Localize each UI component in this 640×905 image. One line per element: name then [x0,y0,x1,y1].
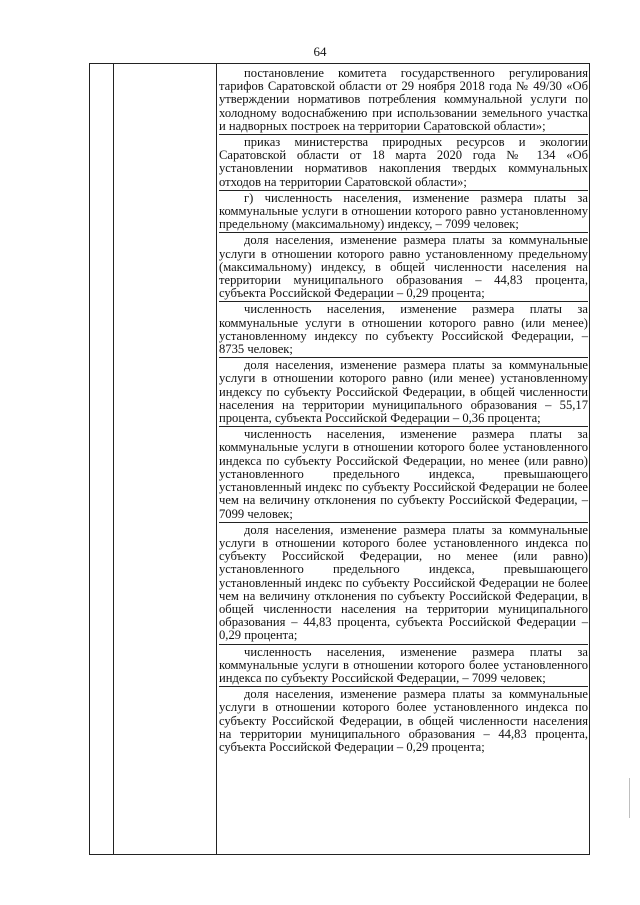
paragraph-population-above-index: численность населения, изменение размера платы за коммунальные услуги в отношении которого более установленного индекса по субъекту Российской Федерации, – 7099 человек; [219,646,588,688]
page-number: 64 [313,44,327,59]
paragraph-share-within-deviation: доля населения, изменение размера платы за коммунальные услуги в отношении которого более установленного индекса по субъекту Российской Федерации, но менее (или равно) установленного предельного индекса, превышающего установленный индекс по субъекту Российской Федерации не более чем на величину отклонения по субъекту Российской Федерации, в общей численности населения на территории муниципального образования – 44,83 процента, субъекта Российской Федерации – 0,29 процента; [219,524,588,645]
paragraph-share-equal-or-less: доля населения, изменение размера платы за коммунальные услуги в отношении которого равно (или менее) установленному индексу по субъекту Российской Федерации, в общей численности населения на территории муниципального образования – 55,17 процента, субъекта Российской Федерации – 0,36 процента; [219,359,588,427]
paragraph-share-above-index: доля населения, изменение размера платы за коммунальные услуги в отношении которого более установленного индекса по субъекту Российской Федерации, в общей численности населения на территории муниципального образования – 44,83 процента, субъекта Российской Федерации – 0,29 процента; [219,687,588,754]
table-text-cell [219,67,588,756]
paragraph-population-equal-or-less: численность населения, изменение размера платы за коммунальные услуги в отношении которого равно (или менее) установленному индексу по субъекту Российской Федерации, – 8735 человек; [219,303,588,358]
document-table [89,63,590,855]
paragraph-population-max-index: г) численность населения, изменение размера платы за коммунальные услуги в отношении которого равно установленному предельному (максимальному) индексу, – 7099 человек; [219,192,588,234]
paragraph-share-max-index: доля населения, изменение размера платы за коммунальные услуги в отношении которого равно установленному предельному (максимальному) индексу, в общей численности населения на территории муниципального образования – 44,83 процента, субъекта Российской Федерации – 0,29 процента; [219,234,588,302]
paragraph-population-within-deviation: численность населения, изменение размера платы за коммунальные услуги в отношении которого более установленного индекса по субъекту Российской Федерации, но менее (или равно) установленного предельного индекса, превышающего установленный индекс по субъекту Российской Федерации не более чем на величину отклонения по субъекту Российской Федерации, – 7099 человек; [219,428,588,522]
scan-artifact-line [629,778,630,818]
table-column-divider [216,64,217,854]
paragraph-resolution-water: постановление комитета государственного регулирования тарифов Саратовской области от 29 ноября 2018 года № 49/30 «Об утверждении нормативов потребления коммунальной услуги по холодному водоснабжению при использовании земельного участка и надворных построек на территории Саратовской области»; [219,67,588,135]
paragraph-order-waste: приказ министерства природных ресурсов и экологии Саратовской области от 18 марта 2020 года № 134 «Об установлении нормативов накопления твердых коммунальных отходов на территории Саратовской области»; [219,136,588,191]
table-column-divider [113,64,114,854]
